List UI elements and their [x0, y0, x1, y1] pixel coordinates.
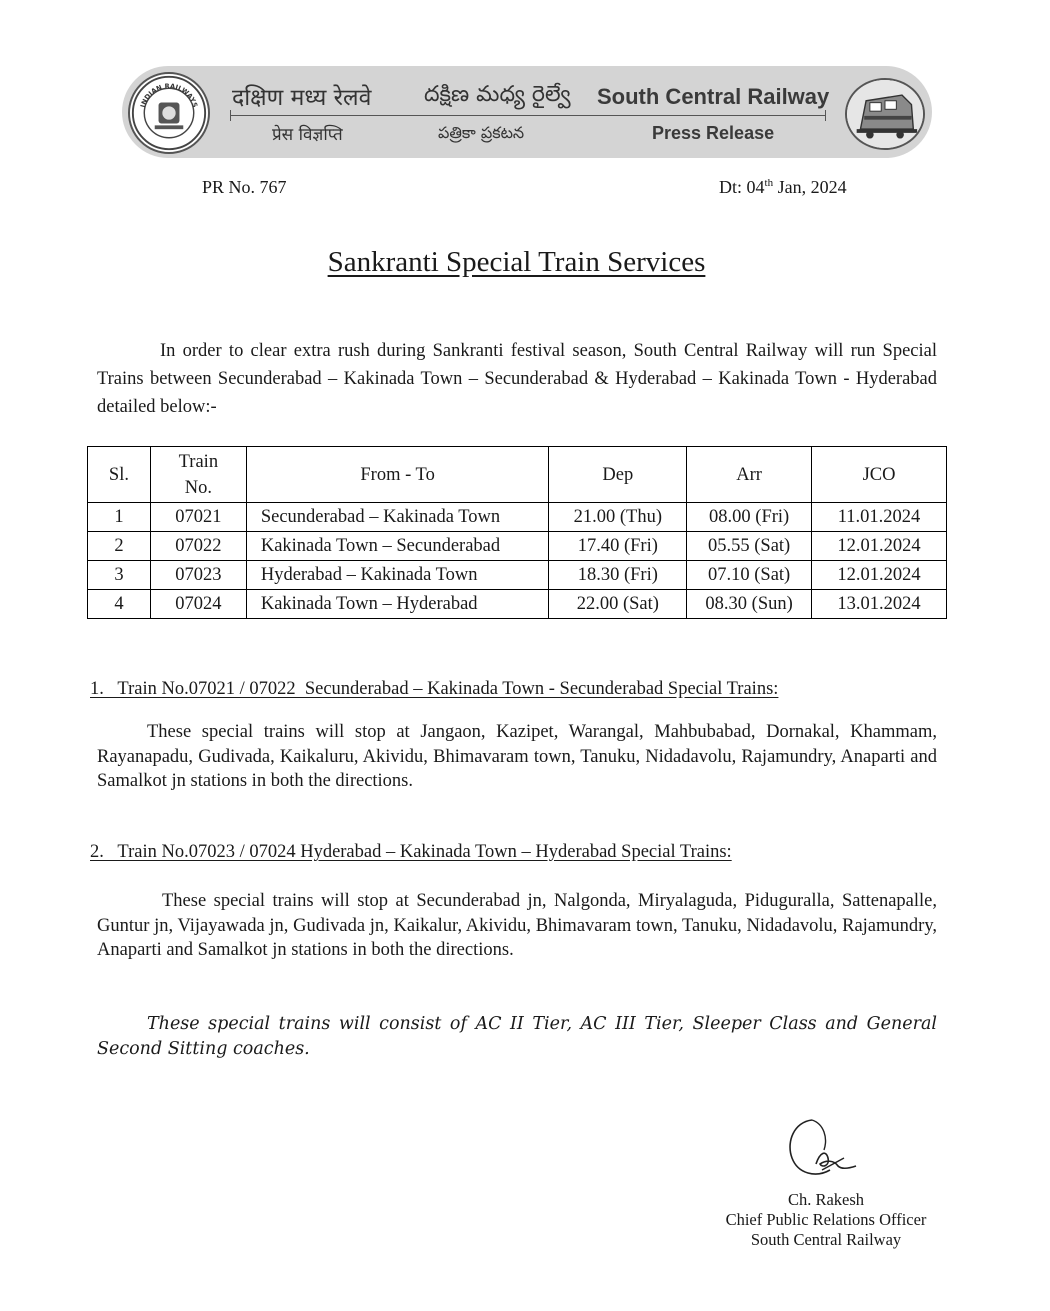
column-header-dep: Dep [549, 447, 687, 503]
cell-route: Secunderabad – Kakinada Town [246, 503, 549, 532]
cell-dep: 22.00 (Sat) [549, 590, 687, 619]
press-release-number: PR No. 767 [202, 177, 287, 197]
column-header-from-to: From - To [246, 447, 549, 503]
header-divider [230, 115, 826, 116]
table-row [88, 503, 947, 532]
cell-jco: 11.01.2024 [812, 503, 947, 532]
cell-jco: 13.01.2024 [812, 590, 947, 619]
indian-railways-emblem-icon [128, 72, 210, 154]
section-1-body: These special trains will stop at Jangaon, Kazipet, Warangal, Mahbubabad, Dornakal, Khammam, Rayanapadu, Gudivada, Kaikaluru, Akividu, Bhimavaram town, Tanuku, Nidadavolu, Rajamundry, Anaparti and Samalkot jn stations in both the directions. [97, 722, 937, 791]
intro-paragraph: In order to clear extra rush during Sankranti festival season, South Central Railway will run Special Trains between Secunderabad – Kakinada Town – Secunderabad & Hyderabad – Kakinada Town - Hyderabad detailed below:- [97, 341, 937, 417]
table-header-row [88, 447, 947, 503]
signatory-organization: South Central Railway [750, 1230, 902, 1249]
cell-sl: 2 [88, 532, 151, 561]
signatory-name: Ch. Rakesh [787, 1190, 865, 1209]
header-telugu-name: దక్షిణ మధ్య రైల్వే [424, 82, 571, 107]
column-header-train-no [150, 447, 246, 503]
date-ordinal: th [764, 177, 774, 189]
train-schedule-table [87, 446, 947, 619]
column-header-arr: Arr [687, 447, 812, 503]
header-english-name: South Central Railway [597, 84, 830, 109]
emblem-text: INDIAN RAILWAYS [138, 82, 200, 109]
cell-route: Kakinada Town – Hyderabad [246, 590, 549, 619]
date-day: Dt: 04 [719, 177, 765, 197]
column-header-train-line2: No. [184, 477, 212, 498]
cell-train-no: 07021 [150, 503, 246, 532]
section-2-body: These special trains will stop at Secunderabad jn, Nalgonda, Miryalaguda, Piduguralla, Sattenapalle, Guntur jn, Vijayawada jn, Gudivada jn, Kaikalur, Akividu, Bhimavaram town, Tanuku, Nidadavolu, Rajamundry, Anaparti and Samalkot jn stations in both the directions. [97, 891, 937, 960]
header-telugu-subtitle: పత్రికా ప్రకటన [438, 123, 525, 142]
cell-train-no: 07024 [150, 590, 246, 619]
cell-sl: 1 [88, 503, 151, 532]
column-header-train-line1: Train [178, 451, 219, 472]
header-divider-tick [825, 110, 826, 121]
header-hindi-subtitle: प्रेस विज्ञप्ति [272, 125, 343, 145]
column-header-sl: Sl. [88, 447, 151, 503]
cell-arr: 08.00 (Fri) [687, 503, 812, 532]
cell-route: Hyderabad – Kakinada Town [246, 561, 549, 590]
cell-arr: 07.10 (Sat) [687, 561, 812, 590]
locomotive-emblem-icon [845, 78, 925, 150]
cell-jco: 12.01.2024 [812, 561, 947, 590]
section-2-heading: 2. Train No.07023 / 07024 Hyderabad – Kakinada Town – Hyderabad Special Trains: [90, 842, 732, 862]
cell-sl: 4 [88, 590, 151, 619]
cell-arr: 05.55 (Sat) [687, 532, 812, 561]
header-hindi-name: दक्षिण मध्य रेलवे [232, 85, 372, 111]
date-month-year: Jan, 2024 [773, 177, 847, 197]
header-divider-tick [230, 110, 231, 121]
table-row [88, 590, 947, 619]
table-row [88, 532, 947, 561]
coach-composition-note: These special trains will consist of AC II Tier, AC III Tier, Sleeper Class and General Second Sitting coaches. [97, 1014, 937, 1059]
table-row [88, 561, 947, 590]
cell-route: Kakinada Town – Secunderabad [246, 532, 549, 561]
cell-dep: 18.30 (Fri) [549, 561, 687, 590]
section-1-heading: 1. Train No.07021 / 07022 Secunderabad – Kakinada Town - Secunderabad Special Trains: [90, 679, 779, 699]
page-title: Sankranti Special Train Services [327, 246, 706, 278]
signature-icon [782, 1114, 862, 1182]
cell-train-no: 07023 [150, 561, 246, 590]
press-release-date [719, 177, 847, 198]
cell-train-no: 07022 [150, 532, 246, 561]
cell-dep: 21.00 (Thu) [549, 503, 687, 532]
cell-arr: 08.30 (Sun) [687, 590, 812, 619]
signatory-designation: Chief Public Relations Officer [725, 1210, 927, 1229]
column-header-jco: JCO [812, 447, 947, 503]
header-english-subtitle: Press Release [652, 123, 775, 143]
cell-sl: 3 [88, 561, 151, 590]
signatory-block [710, 1190, 942, 1250]
cell-jco: 12.01.2024 [812, 532, 947, 561]
cell-dep: 17.40 (Fri) [549, 532, 687, 561]
